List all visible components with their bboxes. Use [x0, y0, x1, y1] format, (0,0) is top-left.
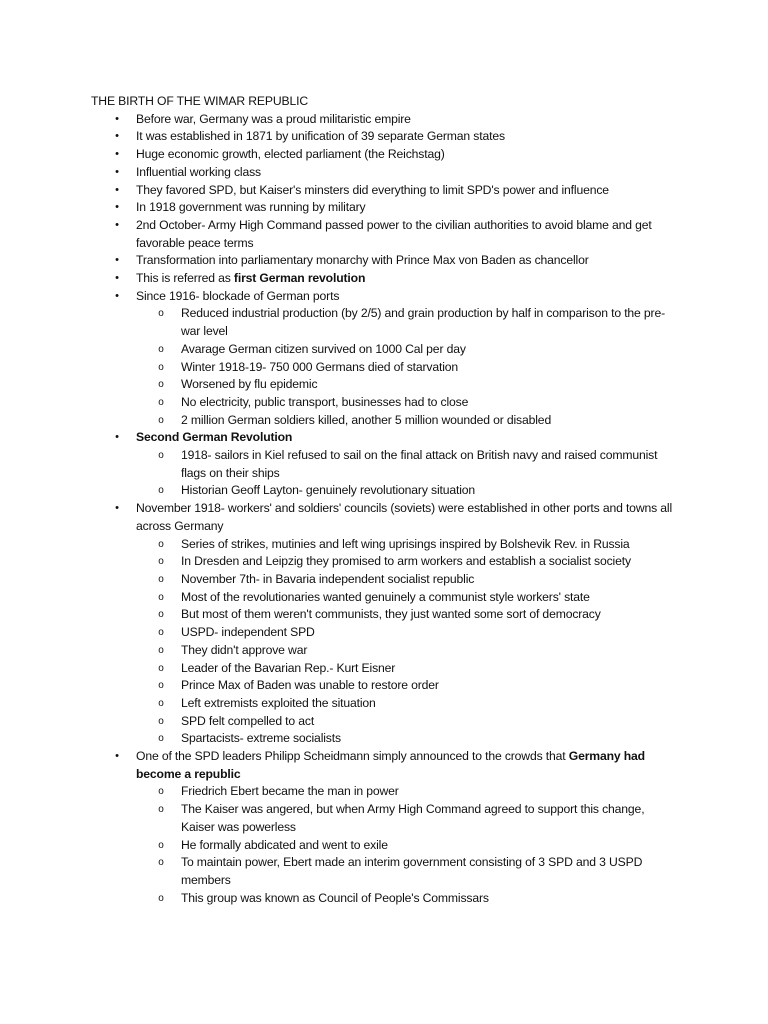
bullet-icon: • [115, 750, 119, 763]
list-item-emphasis: Second German Revolution [136, 430, 293, 445]
sub-list-item-text: Most of the revolutionaries wanted genuinely a communist style workers' state [181, 589, 590, 604]
list-item-text: Since 1916- blockade of German ports [136, 288, 340, 303]
list-item-emphasis: first German revolution [233, 271, 366, 286]
bullet-icon: • [115, 254, 119, 267]
circle-bullet-icon: o [158, 538, 164, 550]
bullet-icon: • [115, 165, 119, 178]
sub-list-item [136, 713, 681, 731]
bullet-icon: • [115, 130, 119, 143]
list-item-text: 2nd October- Army High Command passed power to the civilian authorities to avoid blame and get favorable peace terms [136, 217, 652, 250]
sub-list-item-text: November 7th- in Bavaria independent socialist republic [181, 571, 475, 586]
sub-list-item-text: 1918- sailors in Kiel refused to sail on the final attack on British navy and raised communist flags on their ships [181, 448, 658, 480]
circle-bullet-icon: o [158, 715, 164, 727]
list-item-text: They favored SPD, but Kaiser's minsters did everything to limit SPD's power and influence [136, 182, 609, 197]
list-item-text: Transformation into parliamentary monarchy with Prince Max von Baden as chancellor [136, 253, 589, 268]
sub-list-item [136, 890, 681, 908]
list-item-text: It was established in 1871 by unification of 39 separate German states [136, 129, 505, 144]
list-item-text: This is referred as [136, 271, 234, 286]
list-item [91, 164, 681, 182]
sub-list-item [136, 536, 681, 554]
sub-list-item [136, 394, 681, 412]
sub-list-item-text: To maintain power, Ebert made an interim government consisting of 3 SPD and 3 USPD members [181, 855, 643, 887]
circle-bullet-icon: o [158, 662, 164, 674]
list-item [91, 288, 681, 430]
bullet-icon: • [115, 431, 119, 444]
list-item-text: Influential working class [136, 164, 261, 179]
circle-bullet-icon: o [158, 680, 164, 692]
sub-list-item [136, 376, 681, 394]
bullet-icon: • [115, 272, 119, 285]
document-title: THE BIRTH OF THE WIMAR REPUBLIC [91, 94, 309, 108]
circle-bullet-icon: o [158, 308, 164, 320]
circle-bullet-icon: o [158, 839, 164, 851]
circle-bullet-icon: o [158, 485, 164, 497]
sub-list-item-text: Left extremists exploited the situation [181, 695, 376, 710]
sub-list-item-text: The Kaiser was angered, but when Army High Command agreed to support this change, Kaiser was powerless [181, 802, 645, 834]
circle-bullet-icon: o [158, 573, 164, 585]
sub-list-item-text: USPD- independent SPD [181, 625, 315, 640]
sub-list-item [136, 553, 681, 571]
sub-list-item-text: Leader of the Bavarian Rep.- Kurt Eisner [181, 660, 396, 675]
list-item [91, 429, 681, 500]
circle-bullet-icon: o [158, 804, 164, 816]
circle-bullet-icon: o [158, 627, 164, 639]
sub-list-item [136, 341, 681, 359]
list-item [91, 500, 681, 748]
sub-list-item [136, 606, 681, 624]
list-item-text: Before war, Germany was a proud militaristic empire [136, 111, 411, 126]
circle-bullet-icon: o [158, 343, 164, 355]
list-item [91, 270, 681, 288]
circle-bullet-icon: o [158, 591, 164, 603]
sub-bullet-list [136, 783, 681, 907]
bullet-list [91, 111, 681, 908]
sub-list-item [136, 571, 681, 589]
circle-bullet-icon: o [158, 644, 164, 656]
list-item [91, 199, 681, 217]
bullet-icon: • [115, 148, 119, 161]
circle-bullet-icon: o [158, 414, 164, 426]
list-item [91, 252, 681, 270]
sub-list-item-text: This group was known as Council of People's Commissars [181, 890, 489, 905]
list-item [91, 217, 681, 252]
circle-bullet-icon: o [158, 892, 164, 904]
sub-list-item-text: Series of strikes, mutinies and left wing uprisings inspired by Bolshevik Rev. in Russia [181, 536, 630, 551]
sub-list-item [136, 801, 681, 836]
list-item [91, 146, 681, 164]
sub-list-item-text: Spartacists- extreme socialists [181, 731, 341, 746]
bullet-icon: • [115, 201, 119, 214]
sub-list-item-text: But most of them weren't communists, they just wanted some sort of democracy [181, 607, 601, 622]
sub-list-item-text: No electricity, public transport, businesses had to close [181, 394, 469, 409]
list-item-text: One of the SPD leaders Philipp Scheidmann simply announced to the crowds that [136, 749, 569, 764]
circle-bullet-icon: o [158, 556, 164, 568]
bullet-icon: • [115, 218, 119, 231]
list-item-text: In 1918 government was running by military [136, 200, 366, 215]
sub-list-item [136, 783, 681, 801]
sub-list-item [136, 412, 681, 430]
sub-list-item [136, 305, 681, 340]
list-item-text: Huge economic growth, elected parliament (the Reichstag) [136, 147, 445, 162]
sub-list-item [136, 624, 681, 642]
sub-list-item-text: They didn't approve war [181, 642, 308, 657]
sub-list-item-text: Avarage German citizen survived on 1000 Cal per day [181, 341, 466, 356]
circle-bullet-icon: o [158, 450, 164, 462]
list-item-text: November 1918- workers' and soldiers' councils (soviets) were established in other ports and towns all across Germany [136, 501, 673, 533]
sub-list-item-text: Historian Geoff Layton- genuinely revolutionary situation [181, 483, 476, 498]
circle-bullet-icon: o [158, 857, 164, 869]
sub-list-item-text: Worsened by flu epidemic [181, 377, 318, 392]
document-body [91, 93, 681, 907]
sub-list-item [136, 359, 681, 377]
sub-bullet-list [136, 447, 681, 500]
sub-list-item-text: He formally abdicated and went to exile [181, 837, 388, 852]
sub-list-item [136, 854, 681, 889]
sub-list-item [136, 482, 681, 500]
list-item [91, 111, 681, 129]
circle-bullet-icon: o [158, 361, 164, 373]
sub-bullet-list [136, 305, 681, 429]
circle-bullet-icon: o [158, 733, 164, 745]
bullet-icon: • [115, 502, 119, 515]
sub-list-item-text: 2 million German soldiers killed, another 5 million wounded or disabled [181, 412, 552, 427]
sub-list-item [136, 695, 681, 713]
bullet-icon: • [115, 183, 119, 196]
sub-list-item-text: Friedrich Ebert became the man in power [181, 784, 399, 799]
sub-list-item [136, 677, 681, 695]
sub-list-item [136, 837, 681, 855]
circle-bullet-icon: o [158, 786, 164, 798]
sub-list-item [136, 589, 681, 607]
sub-list-item [136, 642, 681, 660]
sub-list-item [136, 730, 681, 748]
sub-list-item-text: In Dresden and Leipzig they promised to arm workers and establish a socialist society [181, 554, 631, 569]
bullet-icon: • [115, 112, 119, 125]
sub-bullet-list [136, 536, 681, 748]
sub-list-item-text: Reduced industrial production (by 2/5) and grain production by half in comparison to the pre-war level [181, 306, 665, 339]
list-item [91, 182, 681, 200]
bullet-icon: • [115, 289, 119, 302]
circle-bullet-icon: o [158, 697, 164, 709]
sub-list-item-text: Prince Max of Baden was unable to restore order [181, 678, 439, 693]
list-item-emphasis: Germany had become a republic [136, 749, 645, 781]
circle-bullet-icon: o [158, 609, 164, 621]
list-item [91, 748, 681, 907]
list-item [91, 128, 681, 146]
sub-list-item-text: Winter 1918-19- 750 000 Germans died of starvation [181, 359, 459, 374]
sub-list-item [136, 660, 681, 678]
circle-bullet-icon: o [158, 396, 164, 408]
sub-list-item [136, 447, 681, 482]
circle-bullet-icon: o [158, 379, 164, 391]
sub-list-item-text: SPD felt compelled to act [181, 713, 315, 728]
